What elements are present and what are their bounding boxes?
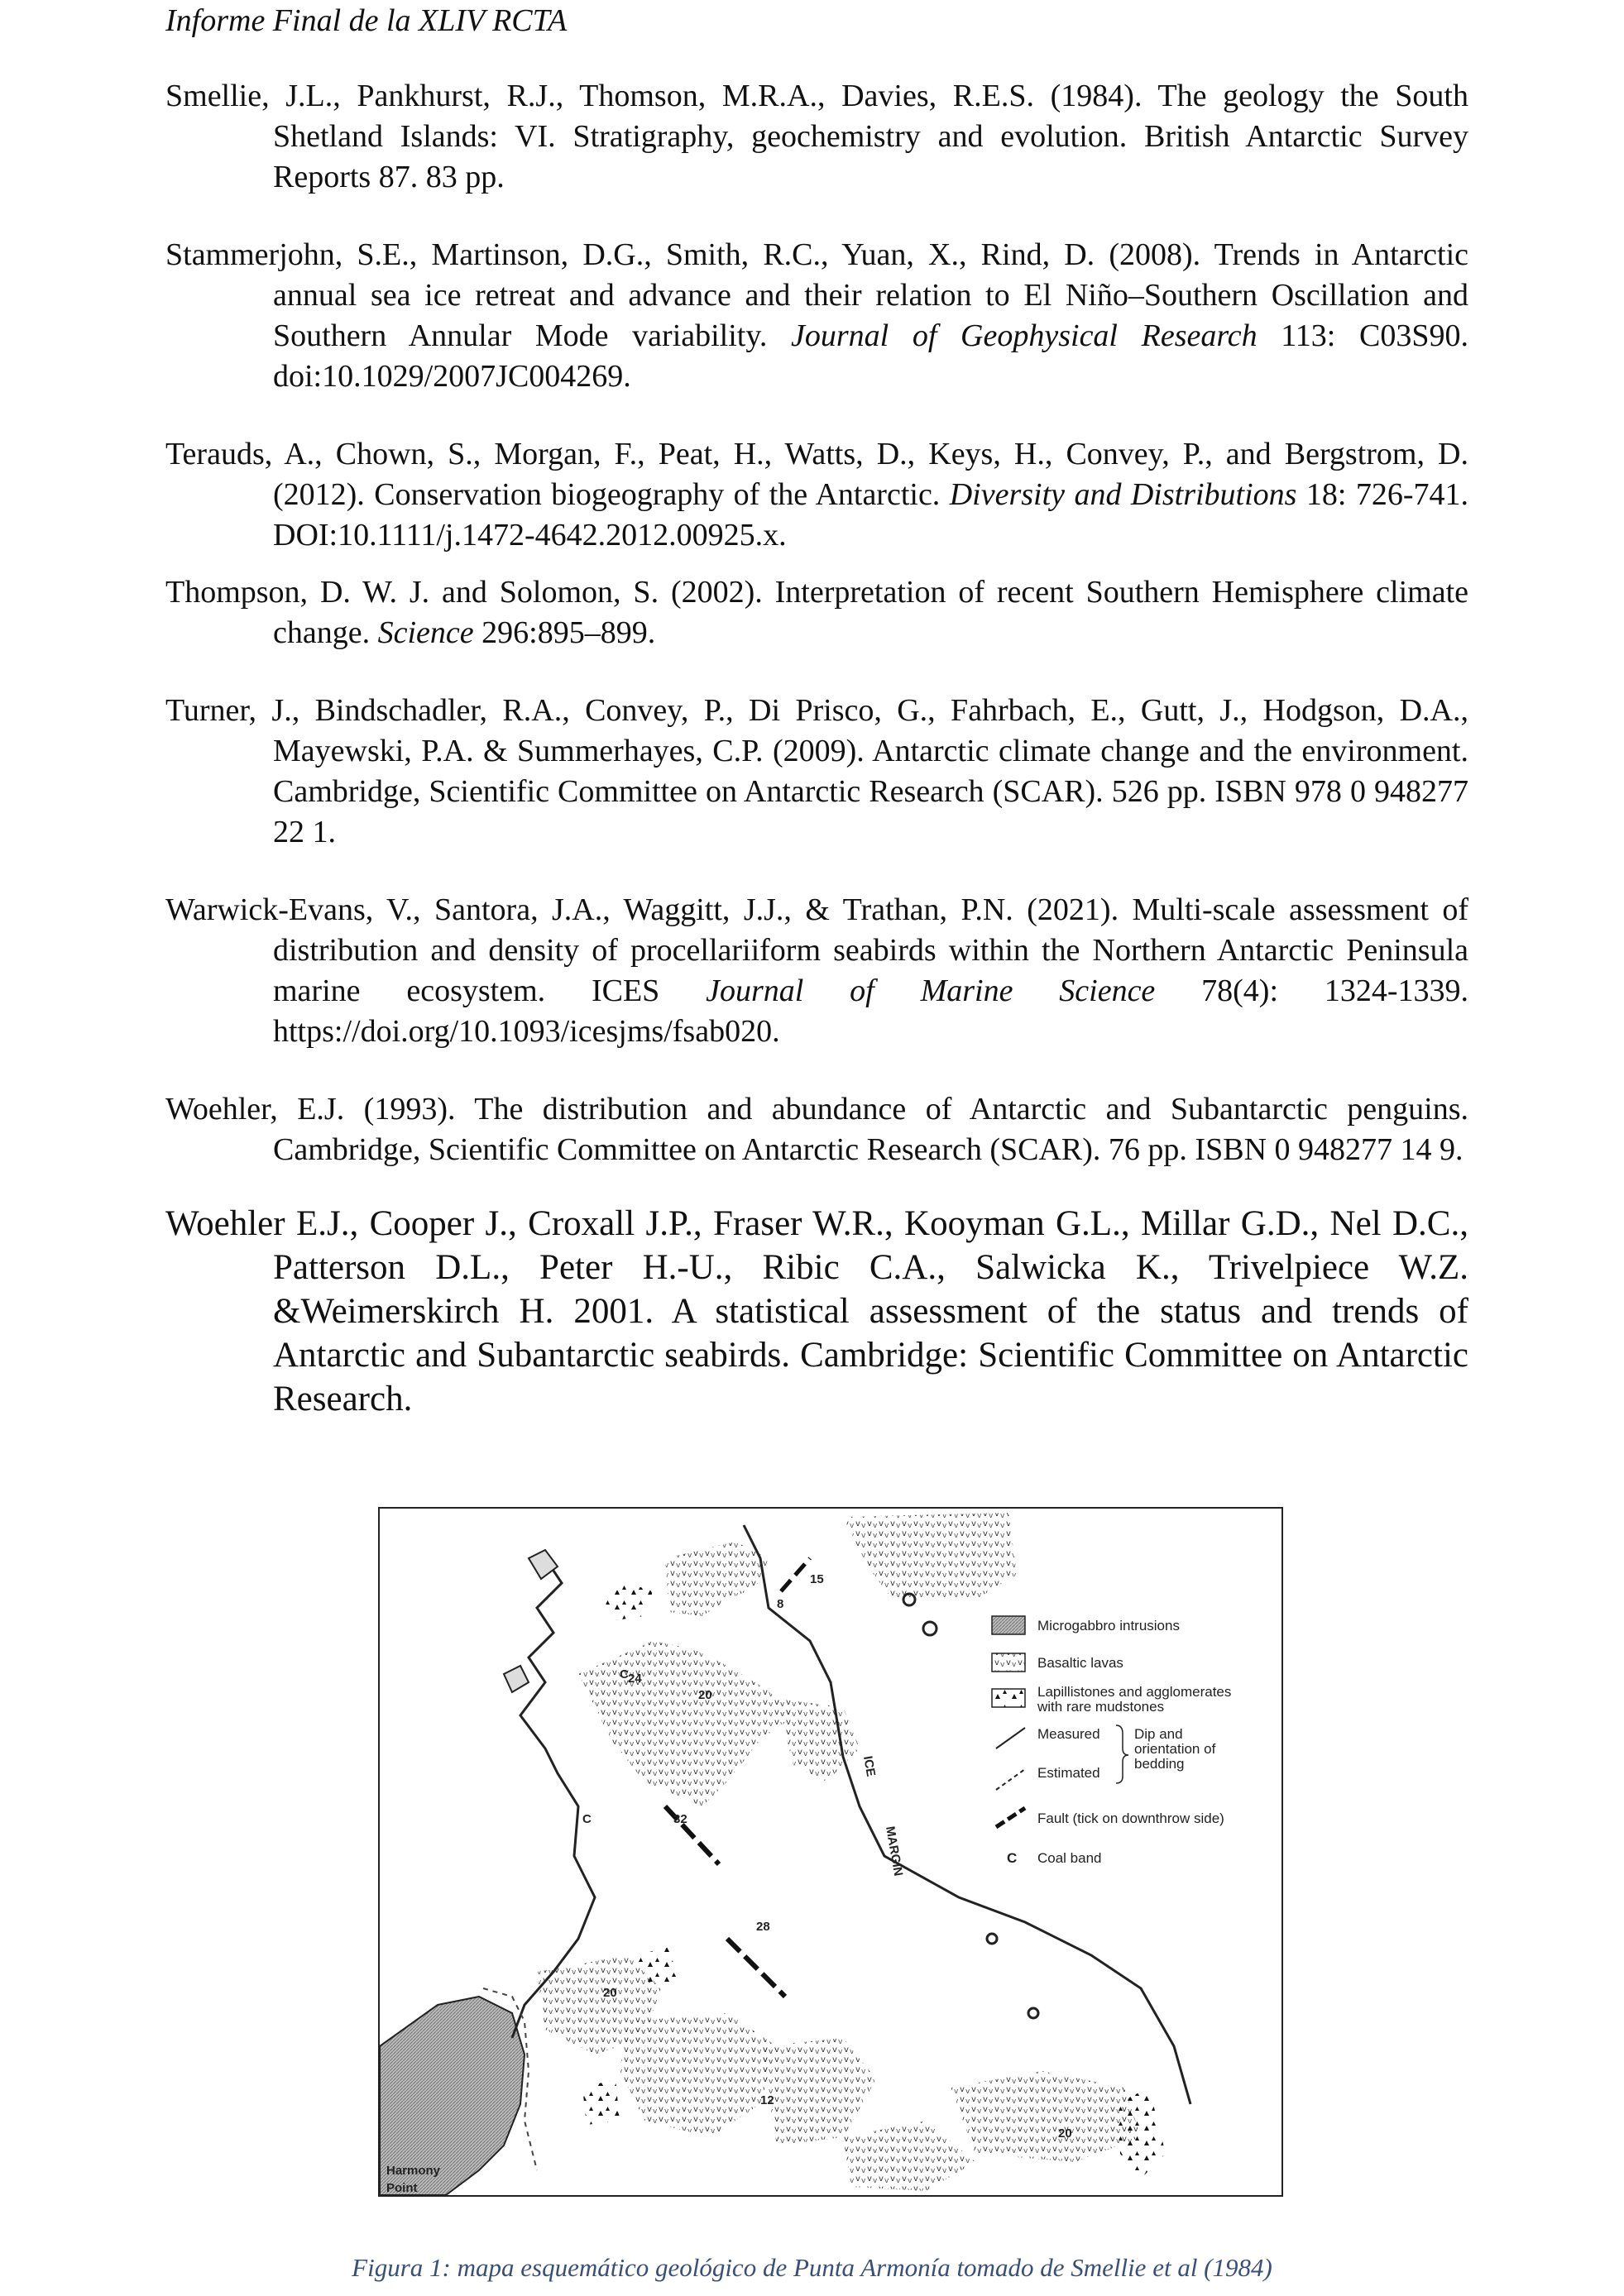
map-legend xyxy=(992,1616,1231,1866)
lapilli-area-south xyxy=(582,2079,620,2125)
island-marker xyxy=(987,1934,997,1944)
coal-mark: C xyxy=(620,1667,629,1681)
island-marker xyxy=(923,1622,937,1635)
dip-label: 20 xyxy=(603,1986,617,2000)
legend-label: with rare mudstones xyxy=(1037,1699,1165,1715)
reference-smellie xyxy=(165,76,1468,198)
basalt-area-north xyxy=(665,1542,769,1616)
dip-label: 24 xyxy=(628,1672,642,1686)
harmony-point-label: Harmony xyxy=(386,2164,441,2178)
basalt-area-south-east xyxy=(843,2121,975,2191)
legend-swatch-lapilli xyxy=(992,1689,1025,1707)
reference-terauds xyxy=(165,434,1468,556)
islet-north xyxy=(529,1550,558,1579)
ref-text: Smellie, J.L., Pankhurst, R.J., Thomson, M.R.A., Davies, R.E.S. (1984). The geology the South Shetland Islands: VI. Stratigraphy, geochemistry and evolution. British Antarctic Survey Reports 87. 83 pp. xyxy=(165,79,1468,194)
harmony-point-label: Point xyxy=(386,2181,418,2195)
dip-label: 32 xyxy=(673,1812,687,1826)
legend-swatch-microgabbro xyxy=(992,1616,1025,1634)
journal-title: Journal of Geophysical Research xyxy=(791,318,1258,353)
lapilli-area-east xyxy=(1116,2088,1166,2179)
reference-woehler-1993 xyxy=(165,1089,1468,1170)
legend-label: orientation of xyxy=(1134,1741,1216,1757)
figure-caption: Figura 1: mapa esquemático geológico de Punta Armonía tomado de Smellie et al (1984) xyxy=(352,2253,1272,2282)
basalt-area-northeast xyxy=(843,1513,1017,1600)
page-header: Informe Final de la XLIV RCTA xyxy=(165,3,568,38)
fault-line xyxy=(781,1558,810,1591)
basalt-area-south xyxy=(620,2013,777,2137)
geologic-map-figure xyxy=(378,1507,1283,2197)
legend-label: Basaltic lavas xyxy=(1037,1655,1123,1671)
ice-margin-label: MARGIN xyxy=(883,1825,906,1877)
ref-text: 296:895–899. xyxy=(473,615,656,650)
dip-label: 28 xyxy=(756,1920,770,1934)
islet-west xyxy=(504,1666,529,1692)
basalt-area-east xyxy=(951,2071,1141,2162)
legend-label: Fault (tick on downthrow side) xyxy=(1037,1810,1224,1826)
reference-turner xyxy=(165,691,1468,853)
legend-label: Estimated xyxy=(1037,1765,1100,1781)
journal-title: Science xyxy=(377,615,474,650)
ref-text: Thompson, D. W. J. and Solomon, S. (2002). Interpretation of recent Southern Hemisphere climate change. xyxy=(165,575,1468,650)
reference-list xyxy=(165,76,1468,1421)
ref-text: Terauds, A., Chown, S., Morgan, F., Peat, H., Watts, D., Keys, H., Convey, P., and Bergstrom, D. (2012). Conservation biogeography of the Antarctic. xyxy=(165,437,1468,512)
lapilli-area-north xyxy=(603,1583,653,1620)
dip-label: 8 xyxy=(777,1597,784,1611)
dip-label: 20 xyxy=(698,1688,712,1702)
legend-label: Microgabbro intrusions xyxy=(1037,1618,1180,1634)
journal-title: Diversity and Distributions xyxy=(949,477,1297,512)
legend-label: bedding xyxy=(1134,1756,1185,1772)
fault-line xyxy=(727,1939,785,1997)
journal-title: Journal of Marine Science xyxy=(706,973,1156,1008)
coal-mark: C xyxy=(582,1812,592,1826)
dip-label: 20 xyxy=(1058,2126,1072,2141)
coal-symbol: C xyxy=(1007,1850,1018,1866)
legend-label: Measured xyxy=(1037,1726,1100,1742)
ref-text: Turner, J., Bindschadler, R.A., Convey, P., Di Prisco, G., Fahrbach, E., Gutt, J., Hodgson, D.A., Mayewski, P.A. & Summerhayes, C.P. (2009). Antarctic climate change and the environment. Cambridge, Scientific Committee on Antarctic Research (SCAR). 526 pp. ISBN 978 0 948277 22 1. xyxy=(165,693,1468,849)
basalt-area-central xyxy=(578,1641,793,1806)
reference-woehler-2001 xyxy=(165,1202,1468,1421)
legend-brace xyxy=(1116,1725,1128,1783)
fault-symbol xyxy=(996,1808,1025,1827)
reference-stammerjohn xyxy=(165,235,1468,397)
ref-text: 18: 726-741. DOI:10.1111/j.1472-4642.2012.00925.x. xyxy=(273,477,1468,552)
ref-text: Woehler E.J., Cooper J., Croxall J.P., Fraser W.R., Kooyman G.L., Millar G.D., Nel D.C., Patterson D.L., Peter H.-U., Ribic C.A., Salwicka K., Trivelpiece W.Z. &Weimerskirch H. 2001. A statistical assessment of the status and trends of Antarctic and Subantarctic seabirds. Cambridge: Scientific Committee on Antarctic Research. xyxy=(165,1204,1468,1418)
ref-text: Stammerjohn, S.E., Martinson, D.G., Smith, R.C., Yuan, X., Rind, D. (2008). Trends in Antarctic annual sea ice retreat and advance and their relation to El Niño–Southern Oscillation and Southern Annular Mode variability. xyxy=(165,237,1468,353)
ref-text: 78(4): 1324-1339. https://doi.org/10.1093/icesjms/fsab020. xyxy=(273,973,1468,1049)
reference-thompson xyxy=(165,572,1468,653)
island-marker xyxy=(1028,2008,1038,2018)
ref-text: 113: C03S90. doi:10.1029/2007JC004269. xyxy=(273,318,1468,394)
estimated-dip-symbol xyxy=(996,1769,1025,1790)
basalt-area-south-centre xyxy=(760,2038,876,2145)
dip-label: 15 xyxy=(810,1572,824,1586)
ref-text: Warwick-Evans, V., Santora, J.A., Waggitt, J.J., & Trathan, P.N. (2021). Multi-scale assessment of distribution and density of procellariiform seabirds within the Northern Antarctic Peninsula marine ecosystem. ICES xyxy=(165,892,1468,1008)
ice-margin-label: ICE xyxy=(860,1754,879,1778)
legend-label: Dip and xyxy=(1134,1726,1183,1742)
legend-label: Coal band xyxy=(1037,1850,1102,1866)
measured-dip-symbol xyxy=(996,1728,1025,1748)
legend-label: Lapillistones and agglomerates xyxy=(1037,1684,1232,1700)
legend-swatch-basaltic xyxy=(992,1653,1025,1672)
ref-text: Woehler, E.J. (1993). The distribution and abundance of Antarctic and Subantarctic penguins. Cambridge, Scientific Committee on Antarctic Research (SCAR). 76 pp. ISBN 0 948277 14 9. xyxy=(165,1092,1468,1167)
reference-warwick-evans xyxy=(165,890,1468,1052)
geologic-map xyxy=(380,1509,1281,2195)
dip-label: 12 xyxy=(760,2093,774,2107)
